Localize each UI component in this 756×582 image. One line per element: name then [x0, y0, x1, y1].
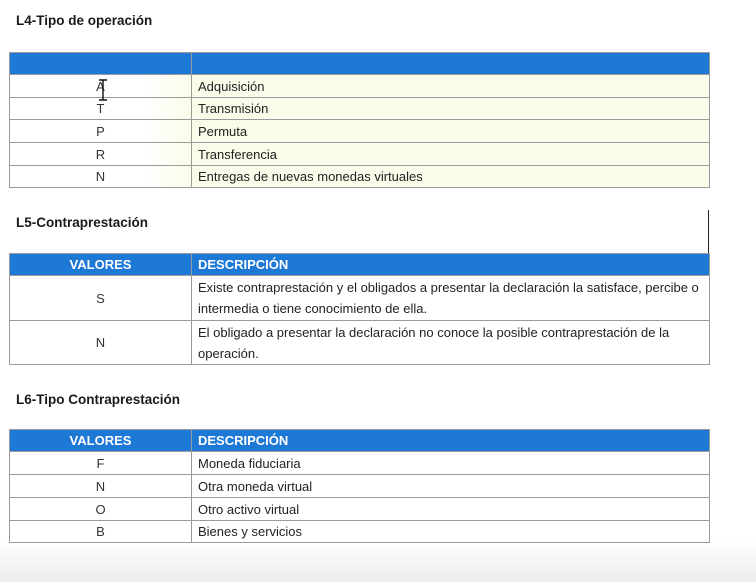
l4-table — [9, 52, 710, 188]
row-description: El obligado a presentar la declaración no conoce la posible contraprestación de la operación. — [192, 321, 710, 365]
row-description: Entregas de nuevas monedas virtuales — [192, 166, 710, 188]
vertical-divider — [708, 210, 709, 254]
row-code: F — [10, 452, 192, 475]
l5-title: L5-Contraprestación — [16, 215, 149, 230]
row-code: P — [10, 120, 192, 143]
table-row — [10, 321, 710, 365]
row-description: Moneda fiduciaria — [192, 452, 710, 475]
table-row — [10, 276, 710, 321]
l6-title: L6-Tipo Contraprestación — [16, 392, 181, 407]
table-header-row — [10, 53, 710, 75]
row-description: Adquisición — [192, 75, 710, 98]
row-description: Otra moneda virtual — [192, 475, 710, 498]
row-code: T — [10, 98, 192, 120]
table-row — [10, 143, 710, 166]
text-cursor-icon — [98, 79, 108, 101]
table-row — [10, 475, 710, 498]
l6-header-description: DESCRIPCIÓN — [192, 430, 710, 452]
table-row — [10, 452, 710, 475]
row-code: A — [10, 75, 192, 98]
row-code: N — [10, 475, 192, 498]
row-code: B — [10, 521, 192, 543]
l6-table — [9, 429, 710, 543]
l4-header-values — [10, 53, 192, 75]
l5-header-description: DESCRIPCIÓN — [192, 254, 710, 276]
table-row — [10, 98, 710, 120]
table-row — [10, 521, 710, 543]
row-code: R — [10, 143, 192, 166]
l6-header-values: VALORES — [10, 430, 192, 452]
table-row — [10, 75, 710, 98]
l4-title: L4-Tipo de operación — [16, 13, 153, 28]
l5-table — [9, 253, 710, 365]
row-description: Transmisión — [192, 98, 710, 120]
row-description: Existe contraprestación y el obligados a presentar la declaración la satisface, percibe o intermedia o tiene conocimiento de ella. — [192, 276, 710, 321]
row-description: Bienes y servicios — [192, 521, 710, 543]
l4-header-description — [192, 53, 710, 75]
table-row — [10, 166, 710, 188]
table-header-row — [10, 430, 710, 452]
row-code: O — [10, 498, 192, 521]
table-row — [10, 120, 710, 143]
row-code: S — [10, 276, 192, 321]
row-code: N — [10, 166, 192, 188]
row-description: Transferencia — [192, 143, 710, 166]
row-code: N — [10, 321, 192, 365]
table-row — [10, 498, 710, 521]
row-description: Otro activo virtual — [192, 498, 710, 521]
row-description: Permuta — [192, 120, 710, 143]
l5-header-values: VALORES — [10, 254, 192, 276]
table-header-row — [10, 254, 710, 276]
